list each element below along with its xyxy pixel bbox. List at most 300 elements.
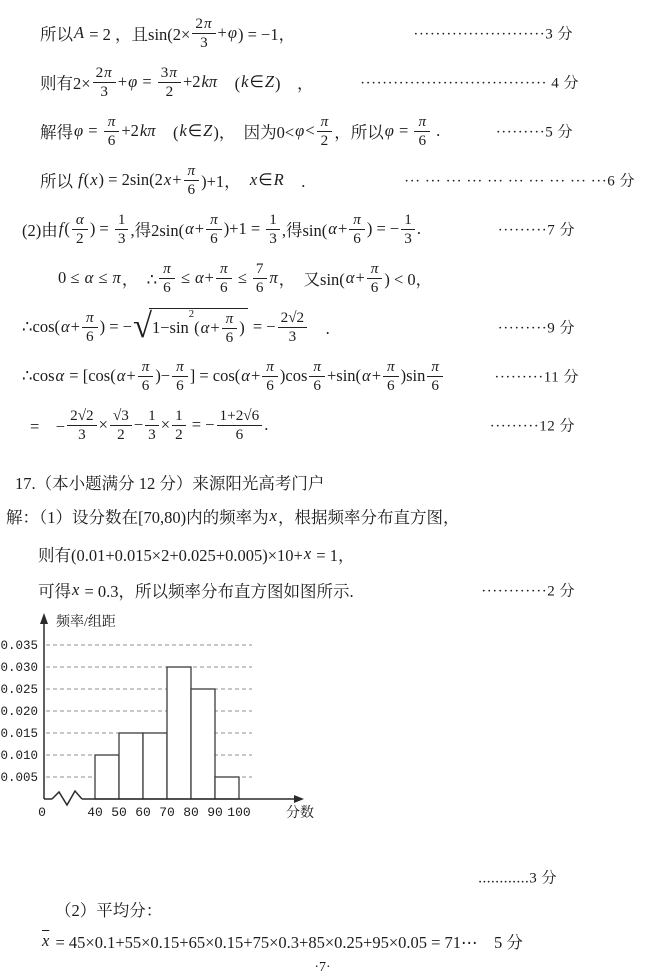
math-text: ，根据频率分布直方图，: [277, 508, 460, 527]
radical-sign: √: [132, 307, 152, 346]
y-tick-label: 0.010: [0, 749, 38, 763]
fraction: [184, 162, 200, 198]
line-problem-17: [0, 467, 645, 497]
math-variable: α: [362, 366, 371, 385]
math-variable: π: [431, 358, 439, 376]
math-variable: kπ: [139, 121, 156, 140]
math-variable: α: [328, 219, 337, 238]
math-variable: π: [225, 310, 234, 328]
math-text: =: [138, 72, 156, 91]
math-text: ) = −: [99, 317, 132, 336]
math-text: )−: [155, 366, 171, 385]
math-text: ) < 0，: [384, 270, 433, 289]
math-text: 1−sin: [151, 318, 189, 337]
line-step-11pts: [0, 352, 645, 400]
math-text: ≤: [94, 268, 112, 287]
score-marker: ............3 分: [478, 870, 557, 887]
fraction-numerator: [172, 358, 188, 376]
math-variable: π: [163, 260, 171, 278]
y-tick-label: 0.030: [0, 661, 38, 675]
math-text: .: [416, 219, 421, 238]
fraction-numerator: 2π: [93, 64, 116, 82]
math-variable: R: [273, 170, 284, 189]
fraction: [266, 211, 280, 247]
fraction: [217, 407, 263, 443]
score-marker: ························3 分: [413, 26, 573, 43]
x-tick-label: 100: [227, 805, 251, 820]
fraction-numerator: 1: [172, 407, 186, 425]
math-variable: π: [387, 358, 395, 376]
math-text: (2)由: [22, 221, 58, 240]
x-axis-label: 分数: [286, 806, 314, 821]
fraction-numerator: 2√2: [67, 407, 97, 425]
fraction: [317, 113, 333, 149]
page-number: ·7·: [314, 960, 331, 975]
axis-break-zigzag: [52, 791, 82, 805]
math-variable: π: [313, 358, 321, 376]
formula: [38, 578, 354, 602]
fraction-numerator: [82, 309, 98, 327]
fraction-denominator: 2: [76, 229, 84, 247]
chart-title: 频率/组距: [56, 615, 116, 630]
line-part2-average-label: [0, 894, 645, 924]
math-variable: x: [303, 544, 312, 563]
math-variable: f: [78, 170, 83, 189]
fraction-denominator: 6: [163, 278, 171, 296]
math-text: ) = 2sin(2: [98, 170, 163, 189]
math-text: )cos: [279, 366, 308, 385]
fraction: [93, 64, 116, 100]
fraction: [309, 358, 325, 394]
math-text: )， 因为0<: [213, 123, 295, 142]
math-variable: kπ: [201, 72, 218, 91]
math-text: （2）平均分：: [55, 901, 163, 920]
fraction-denominator: 2: [320, 131, 329, 149]
math-variable: x: [249, 170, 258, 189]
fraction: [206, 211, 222, 247]
fraction-denominator: 6: [370, 278, 379, 296]
math-variable: π: [353, 211, 361, 229]
fraction: [138, 358, 154, 394]
math-text: +: [217, 23, 227, 42]
x-tick-label: 40: [87, 805, 103, 820]
math-text: (: [218, 74, 241, 93]
formula: [40, 162, 305, 198]
math-variable: α: [61, 317, 70, 336]
math-text: ] = cos(: [189, 366, 241, 385]
math-text: +: [355, 268, 365, 287]
fraction-denominator: 3: [117, 229, 126, 247]
x-tick-label: 50: [111, 805, 127, 820]
radicand: [149, 308, 248, 346]
fraction-numerator: [317, 113, 333, 131]
math-text: +: [117, 72, 128, 91]
fraction: [349, 211, 365, 247]
math-text: (: [194, 318, 200, 337]
math-text: (: [83, 170, 90, 189]
math-text: +2: [182, 72, 201, 91]
formula: [40, 929, 523, 953]
math-text: )+1 =: [223, 219, 265, 238]
math-text: )+1，: [201, 172, 249, 191]
math-text: =: [394, 121, 413, 140]
math-variable: π: [203, 15, 212, 33]
fraction: [401, 211, 415, 247]
fraction: [427, 358, 443, 394]
fraction-denominator: 6: [353, 229, 361, 247]
line-step-5pts: [0, 107, 645, 155]
fraction-numerator: 3π: [158, 64, 181, 82]
math-text: ×: [98, 415, 108, 434]
math-variable: α: [116, 366, 126, 385]
line-frequency-equation: [0, 539, 645, 569]
math-text: .: [432, 121, 441, 140]
fraction-denominator: 2: [165, 82, 174, 100]
math-variable: π: [187, 162, 196, 180]
math-text: (: [156, 123, 179, 142]
math-text: = 1，: [312, 546, 355, 565]
histogram: [0, 611, 351, 835]
fraction-numerator: [383, 358, 399, 376]
math-variable: φ: [384, 121, 394, 140]
histogram-bar: [191, 689, 215, 799]
math-text: ): [239, 318, 245, 337]
math-variable: φ: [295, 121, 305, 140]
fraction: [367, 260, 383, 296]
y-axis-arrow: [40, 613, 48, 624]
math-text: 则有(0.01+0.015×2+0.025+0.005)×10+: [38, 546, 303, 565]
math-text: +: [194, 219, 205, 238]
line-step-3pts-part2: [0, 862, 645, 892]
math-text: +: [70, 317, 80, 336]
fraction-denominator: 3: [148, 425, 156, 443]
line-step-7pts: [0, 205, 645, 253]
math-text: .: [284, 172, 306, 191]
formula: [22, 211, 421, 247]
math-variable: x: [90, 170, 98, 189]
math-text: ) = −: [366, 219, 400, 238]
math-text: 可得: [38, 582, 71, 601]
fraction-numerator: [367, 260, 383, 278]
fraction-denominator: 3: [404, 229, 412, 247]
fraction: [222, 310, 238, 346]
fraction-denominator: 6: [141, 376, 150, 394]
fraction-denominator: 6: [107, 131, 116, 149]
score-marker: ·································· 4 分: [360, 75, 579, 92]
fraction-denominator: 6: [387, 376, 395, 394]
formula: [22, 358, 445, 394]
y-tick-label: 0.020: [0, 705, 38, 719]
fraction: [158, 64, 181, 100]
fraction-numerator: 2√2: [278, 309, 308, 327]
fraction: [172, 407, 186, 443]
fraction-denominator: 6: [266, 376, 274, 394]
fraction-numerator: [414, 113, 430, 131]
fraction-numerator: [138, 358, 154, 376]
x-axis-arrow: [294, 795, 304, 803]
math-text: +: [371, 366, 382, 385]
fraction: [172, 358, 188, 394]
fraction-numerator: [222, 310, 238, 328]
math-text: ， ∴: [121, 270, 158, 289]
math-variable: k: [241, 72, 249, 91]
fraction-numerator: [349, 211, 365, 229]
math-variable: x: [269, 506, 277, 525]
math-text: +: [250, 366, 261, 385]
math-text: 17.（本小题满分 12 分）来源阳光高考门户: [15, 474, 325, 493]
math-variable: π: [266, 358, 274, 376]
math-text: +: [210, 318, 220, 337]
formula: [30, 407, 268, 443]
y-tick-label: 0.025: [0, 683, 38, 697]
fraction: [278, 309, 308, 345]
score-marker: ·········7 分: [497, 222, 575, 239]
math-text: = [cos(: [65, 366, 116, 385]
math-text: 则有2×: [40, 74, 91, 93]
math-variable: x: [163, 170, 172, 189]
fraction-numerator: [184, 162, 200, 180]
math-text: +sin(: [326, 366, 362, 385]
fraction: [72, 211, 88, 247]
fraction-numerator: [104, 113, 120, 131]
histogram-bar: [167, 667, 191, 799]
math-text: =: [84, 121, 102, 140]
formula: [15, 470, 324, 494]
fraction-numerator: 1: [115, 211, 129, 229]
score-marker: ·········5 分: [495, 124, 573, 141]
histogram-bar: [95, 755, 119, 799]
formula: [6, 504, 459, 528]
fraction-numerator: 1+2√6: [217, 407, 263, 425]
math-text: 所以: [40, 172, 78, 191]
fraction: [67, 407, 97, 443]
math-variable: π: [320, 113, 329, 131]
histogram-figure: [0, 611, 645, 840]
fraction: [145, 407, 159, 443]
fraction-numerator: 1: [266, 211, 280, 229]
overbar-variable: $\overline{x}$: [42, 931, 50, 950]
math-text: .: [264, 415, 269, 434]
fraction: [414, 113, 430, 149]
fraction-denominator: 6: [219, 278, 228, 296]
fraction-numerator: [159, 260, 175, 278]
math-variable: x: [72, 580, 80, 599]
fraction-denominator: 2: [117, 425, 125, 443]
fraction-denominator: 3: [78, 425, 86, 443]
solution-text-block-part2: [0, 862, 645, 956]
math-variable: π: [107, 113, 116, 131]
line-solution-setup: [0, 501, 645, 531]
math-text: ∴cos: [22, 366, 55, 385]
fraction: [159, 260, 175, 296]
fraction: [110, 407, 132, 443]
math-text: +: [204, 268, 214, 287]
math-variable: f: [58, 219, 64, 238]
fraction-denominator: 6: [418, 131, 427, 149]
fraction: [253, 260, 267, 296]
x-tick-label: 0: [38, 805, 46, 820]
math-text: ) ，: [275, 74, 314, 93]
math-text: ) = −1，: [238, 25, 296, 44]
y-tick-label: 0.005: [0, 771, 38, 785]
fraction-numerator: √3: [110, 407, 132, 425]
math-text: <: [305, 121, 315, 140]
x-tick-label: 80: [183, 805, 199, 820]
math-text: 所以: [40, 25, 73, 44]
math-text: .: [309, 319, 330, 338]
math-variable: k: [179, 121, 187, 140]
math-text: = 2 ，且sin(2×: [85, 25, 191, 44]
math-variable: π: [169, 64, 177, 82]
fraction: [82, 309, 98, 345]
line-step-2pts: [0, 575, 645, 605]
formula: [40, 15, 295, 51]
math-variable: α: [241, 366, 250, 385]
math-variable: π: [104, 64, 112, 82]
fraction-numerator: [427, 358, 443, 376]
math-text: ∈: [249, 72, 264, 91]
line-step-9pts: [0, 303, 645, 351]
math-variable: α: [200, 318, 210, 337]
math-text: = −: [187, 415, 215, 434]
math-text: )sin: [400, 366, 426, 385]
math-text: +: [337, 219, 348, 238]
math-variable: α: [75, 211, 84, 229]
histogram-bar: [215, 777, 239, 799]
fraction-numerator: [72, 211, 88, 229]
y-tick-label: 0.035: [0, 639, 38, 653]
formula: [40, 64, 314, 100]
fraction-numerator: [216, 260, 232, 278]
x-tick-label: 90: [207, 805, 223, 820]
math-text: ,得sin(: [281, 221, 328, 240]
math-text: +2: [121, 121, 139, 140]
math-variable: A: [74, 23, 85, 42]
math-text: ≤: [233, 268, 251, 287]
math-variable: π: [112, 268, 121, 287]
fraction: [383, 358, 399, 394]
math-variable: π: [141, 358, 150, 376]
math-variable: φ: [128, 72, 138, 91]
math-variable: π: [370, 260, 379, 278]
math-text: +: [172, 170, 182, 189]
fraction-numerator: 1: [145, 407, 159, 425]
fraction-denominator: 3: [100, 82, 108, 100]
math-variable: Z: [264, 72, 275, 91]
math-text: −: [133, 415, 144, 434]
x-tick-label: 60: [135, 805, 151, 820]
math-text: = −: [30, 417, 66, 436]
fraction: [115, 211, 129, 247]
fraction-numerator: 2π: [192, 15, 215, 33]
line-step-6pts: [0, 156, 645, 204]
math-variable: φ: [74, 121, 84, 140]
fraction: [262, 358, 278, 394]
math-variable: π: [176, 358, 184, 376]
math-text: ,得2sin(: [130, 221, 185, 240]
math-variable: π: [219, 260, 228, 278]
fraction: [104, 113, 120, 149]
fraction-denominator: 6: [235, 425, 244, 443]
fraction-denominator: 3: [288, 327, 297, 345]
math-text: 解：（1）设分数在[70,80)内的频率为: [6, 508, 269, 527]
math-variable: π: [269, 268, 278, 287]
math-variable: α: [185, 219, 194, 238]
histogram-bar: [119, 733, 143, 799]
score-marker: ··· ··· ··· ··· ··· ··· ··· ··· ··· ···6 分: [404, 173, 635, 190]
fraction-denominator: 6: [431, 376, 439, 394]
formula: [38, 542, 354, 566]
math-text: (: [64, 219, 70, 238]
line-alpha-range: [0, 254, 645, 302]
y-tick-label: 0.015: [0, 727, 38, 741]
fraction-denominator: 6: [210, 229, 218, 247]
formula: [40, 113, 440, 149]
fraction-numerator: 7: [253, 260, 267, 278]
math-text: ，所以: [334, 123, 384, 142]
fraction-denominator: 6: [255, 278, 264, 296]
math-text: = 45×0.1+55×0.15+65×0.15+75×0.3+85×0.25+95×0.05 = 71⋯ 5 分: [51, 933, 523, 952]
math-variable: α: [84, 268, 94, 287]
fraction-denominator: 6: [225, 328, 234, 346]
math-text: ∴cos(: [22, 317, 60, 336]
fraction-numerator: 1: [401, 211, 415, 229]
score-marker: ············2 分: [481, 583, 575, 600]
math-variable: α: [195, 268, 204, 287]
fraction-denominator: 6: [85, 327, 94, 345]
square-root: [133, 308, 248, 346]
math-text: ) =: [89, 219, 113, 238]
math-variable: Z: [203, 121, 213, 140]
math-variable: π: [85, 309, 94, 327]
score-marker: ·········12 分: [489, 418, 575, 435]
math-text: 解得: [40, 123, 73, 142]
fraction: [192, 15, 215, 51]
x-tick-label: 70: [159, 805, 175, 820]
math-text: = 0.3，所以频率分布直方图如图所示.: [80, 582, 354, 601]
formula: [22, 308, 330, 346]
math-text: ， 又sin(: [278, 270, 345, 289]
fraction-denominator: 3: [200, 33, 208, 51]
math-variable: φ: [227, 23, 237, 42]
fraction-numerator: [262, 358, 278, 376]
fraction-denominator: 6: [187, 180, 196, 198]
math-text: ×: [160, 415, 171, 434]
fraction-denominator: 6: [176, 376, 184, 394]
line-step-12pts: [0, 401, 645, 449]
math-variable: α: [345, 268, 355, 287]
histogram-bar: [143, 733, 167, 799]
superscript: 2: [188, 308, 195, 321]
math-variable: π: [210, 211, 218, 229]
score-marker: ·········11 分: [494, 369, 579, 386]
fraction-numerator: [309, 358, 325, 376]
fraction: [216, 260, 232, 296]
fraction-denominator: 3: [269, 229, 277, 247]
fraction-numerator: [206, 211, 222, 229]
math-text: ≤: [176, 268, 194, 287]
formula: [55, 897, 162, 921]
math-text: +: [126, 366, 136, 385]
score-marker: ·········9 分: [497, 320, 575, 337]
math-text: ∈: [187, 121, 203, 140]
math-text: = −: [248, 317, 276, 336]
fraction-denominator: 6: [313, 376, 321, 394]
math-variable: α: [55, 366, 65, 385]
line-step-3pts: [0, 9, 645, 57]
formula: [58, 260, 432, 296]
line-mean-computation: [0, 926, 645, 956]
